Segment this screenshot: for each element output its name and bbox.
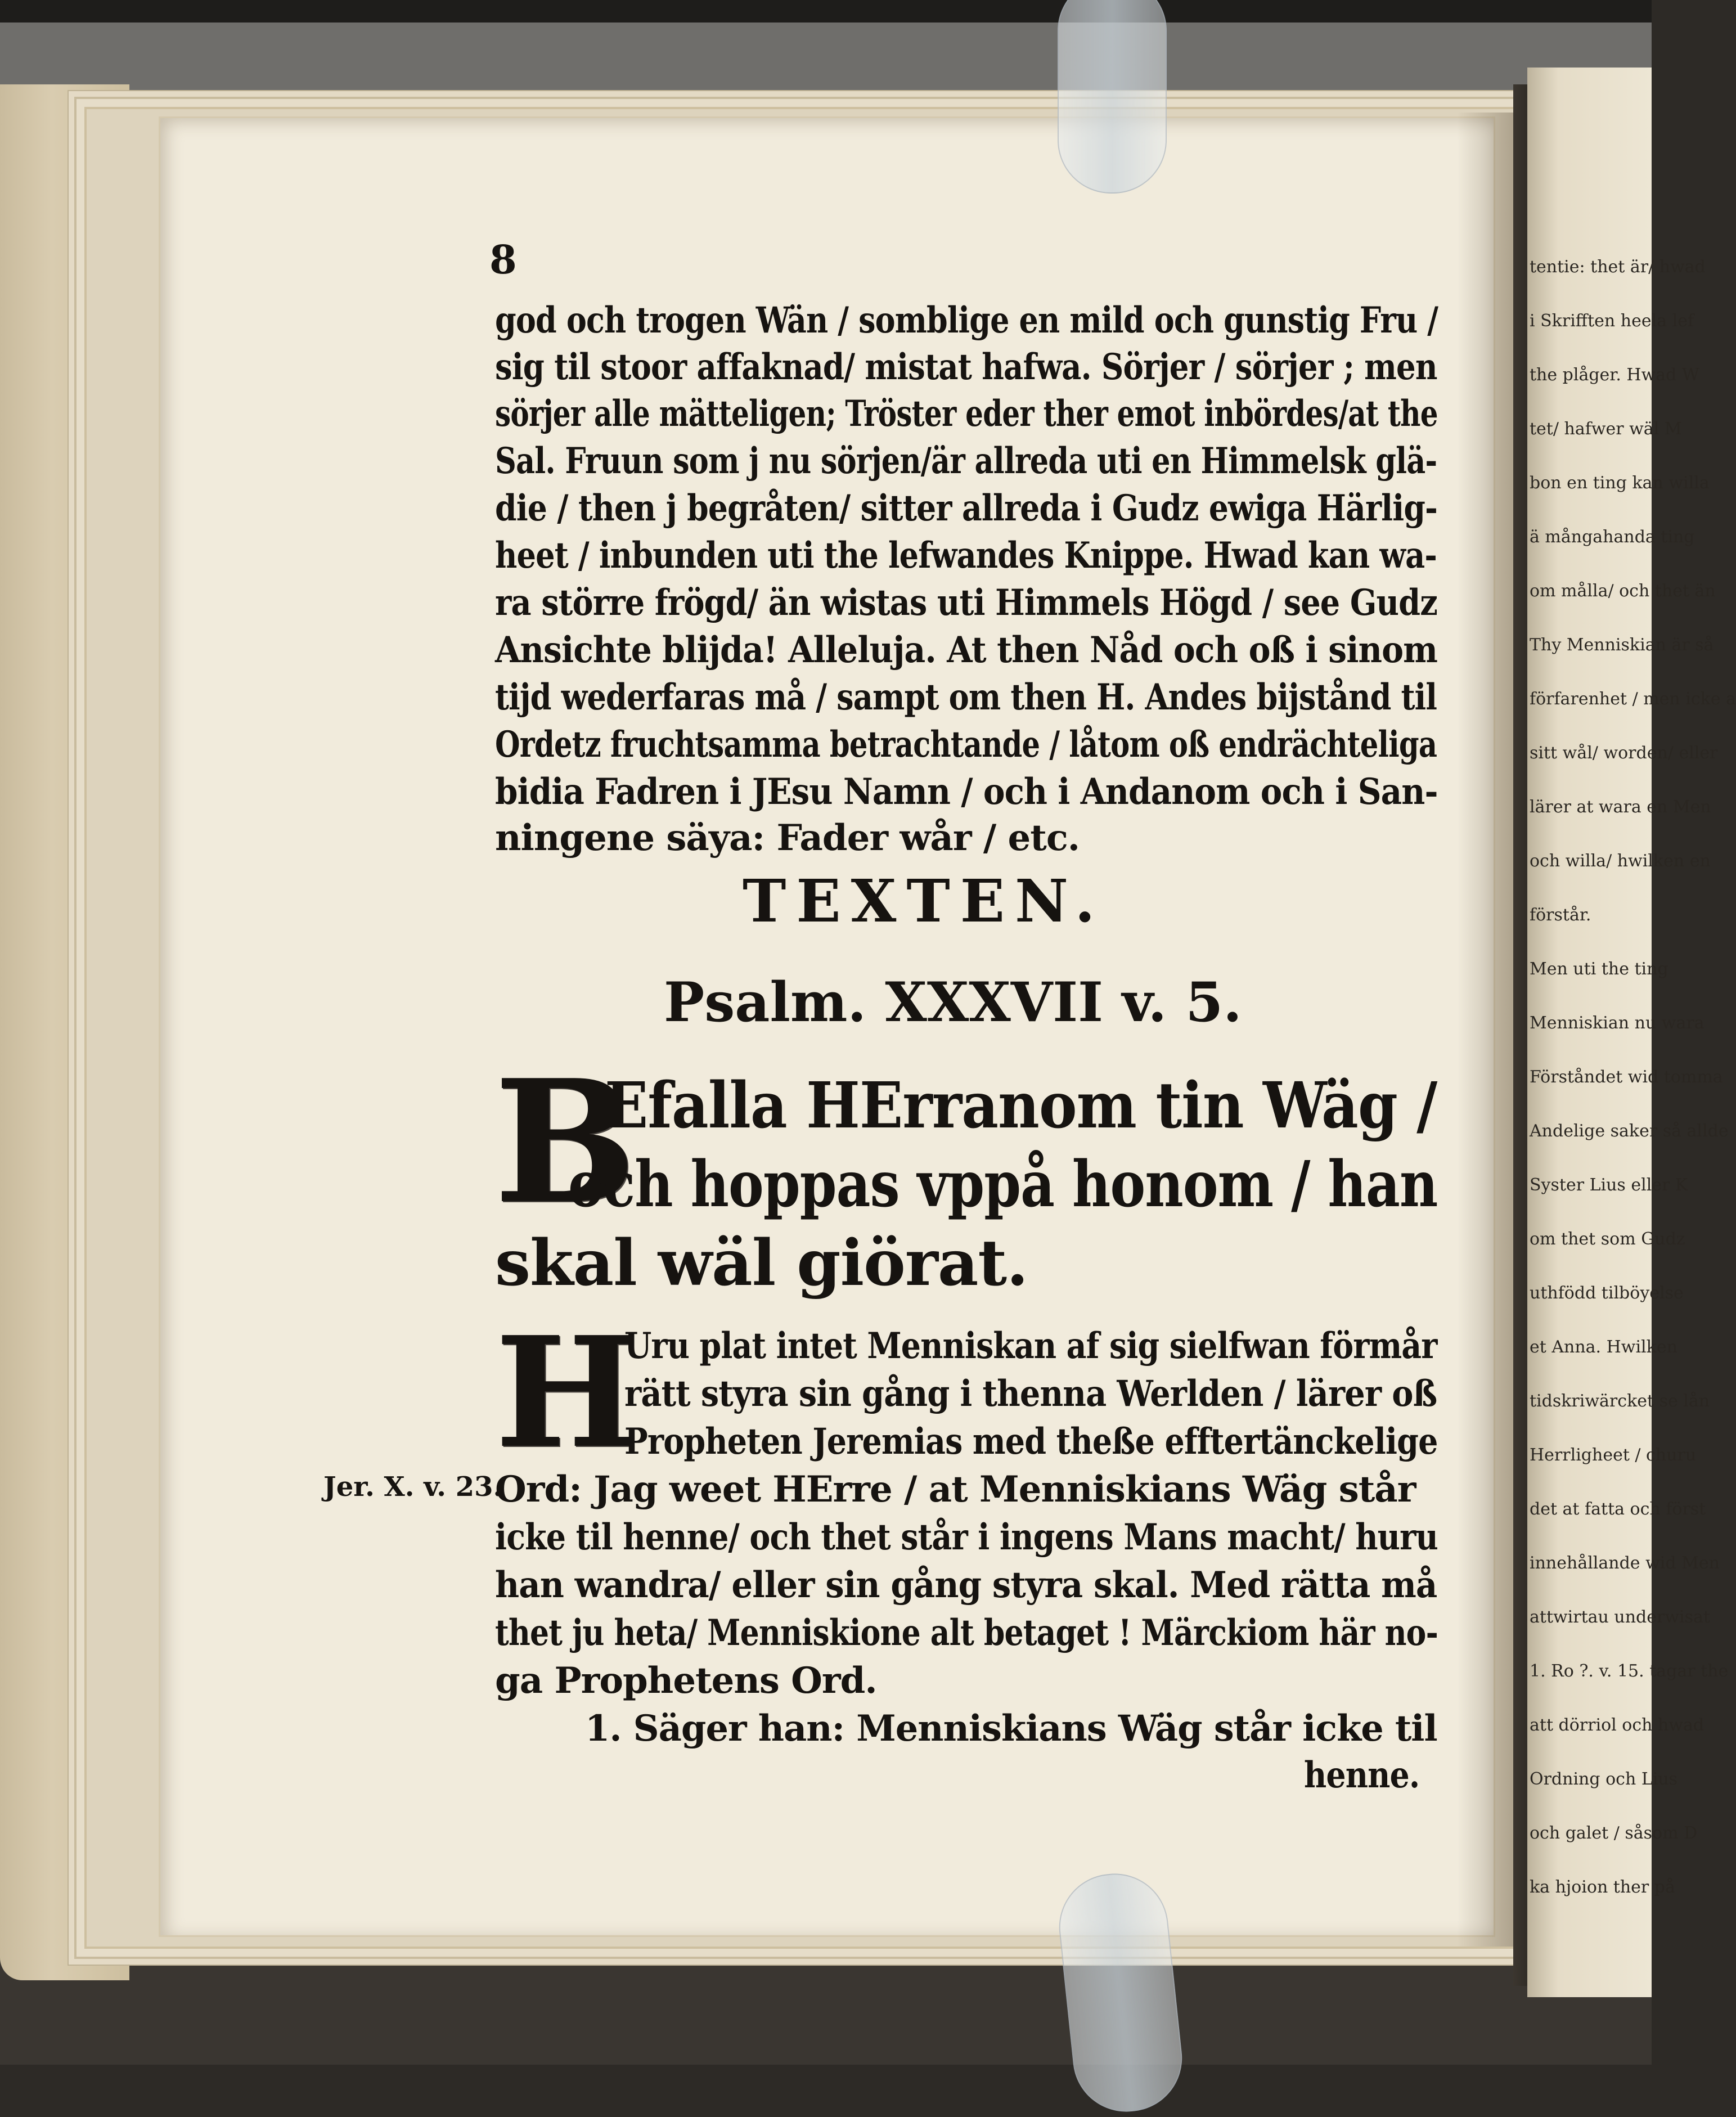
- text-line: bidia Fadren i JEsu Namn / och i Andanom och i San-: [495, 771, 1438, 813]
- text-line: rätt styra sin gång i thenna Werlden / lärer oß: [624, 1373, 1437, 1415]
- psalm-reference: Psalm. XXXVII v. 5.: [664, 970, 1242, 1034]
- verse-dropcap: B: [494, 1042, 637, 1241]
- text-line: god och trogen Wän / somblige en mild och gunstig Fru /: [495, 299, 1438, 341]
- margin-note: Jer. X. v. 23.: [323, 1471, 503, 1503]
- facing-page-line: Ordning och Lius: [1530, 1769, 1678, 1789]
- facing-page-line: 1. Ro ?. v. 15. tagar the: [1530, 1661, 1729, 1681]
- facing-page-line: Menniskian nu wara: [1530, 1013, 1704, 1033]
- facing-page-line: Andelige saker så allde: [1530, 1121, 1729, 1141]
- facing-page-line: tidskriwärcket se lån: [1530, 1391, 1710, 1411]
- text-line: Ord: Jag weet HErre / at Menniskians Wäg står: [495, 1468, 1416, 1511]
- facing-page-line: the plåger. Hwad W: [1530, 365, 1699, 385]
- facing-page: [1527, 68, 1736, 1997]
- facing-page-line: Men uti the ting: [1530, 959, 1668, 979]
- text-line: tijd wederfaras må / sampt om then H. Andes bijstånd til: [495, 676, 1437, 718]
- text-line: henne.: [1304, 1754, 1420, 1796]
- facing-page-line: bon en ting kan willa: [1530, 473, 1710, 493]
- page-number: 8: [489, 236, 517, 283]
- facing-page-line: ka hjoion ther på: [1530, 1877, 1675, 1897]
- facing-page-line: om thet som Gudz: [1530, 1229, 1685, 1249]
- text-line: Propheten Jeremias med theße efftertänckelige: [624, 1421, 1438, 1463]
- facing-page-line: att dörriol och hwad: [1530, 1715, 1704, 1735]
- text-line: och hoppas vppå honom / han: [568, 1148, 1438, 1221]
- text-line: Uru plat intet Menniskan af sig sielfwan förmår: [624, 1325, 1437, 1367]
- facing-page-line: et Anna. Hwilken: [1530, 1337, 1677, 1357]
- text-line: Efalla HErranom tin Wäg /: [605, 1069, 1437, 1143]
- text-line: skal wäl giörat.: [495, 1226, 1028, 1300]
- text-line: Ordetz fruchtsamma betrachtande / låtom oß endrächteliga: [495, 723, 1437, 766]
- section-heading: TEXTEN.: [743, 866, 1105, 936]
- facing-page-line: förfarenhet / men icke a: [1530, 689, 1736, 709]
- text-line: sig til stoor affaknad/ mistat hafwa. Sörjer / sörjer ; men: [495, 346, 1437, 388]
- text-line: Ansichte blijda! Alleluja. At then Nåd och oß i sinom: [495, 629, 1438, 671]
- facing-page-line: och willa/ hwilken en: [1530, 851, 1711, 871]
- facing-page-line: tet/ hafwer wäl M: [1530, 419, 1682, 439]
- facing-page-line: Förståndet wid tomma: [1530, 1067, 1723, 1087]
- text-line: die / then j begråten/ sitter allreda i Gudz ewiga Härlig-: [495, 487, 1438, 529]
- text-line: ningene säya: Fader wår / etc.: [495, 817, 1080, 859]
- text-line: heet / inbunden uti the lefwandes Knippe. Hwad kan wa-: [495, 534, 1437, 577]
- text-line: ra större frögd/ än wistas uti Himmels Högd / see Gudz: [495, 582, 1437, 624]
- facing-page-line: innehållande wid Men: [1530, 1553, 1720, 1573]
- page-clip-top: [1058, 0, 1167, 194]
- facing-page-line: attwirtau underwisat: [1530, 1607, 1710, 1627]
- text-line: Sal. Fruun som j nu sörjen/är allreda uti en Himmelsk glä-: [495, 440, 1437, 482]
- facing-page-line: förstår.: [1530, 905, 1591, 925]
- facing-page-line: tentie: thet är/ hwad: [1530, 257, 1706, 277]
- paragraph-dropcap: H: [495, 1303, 639, 1482]
- facing-page-line: i Skrifften heela lef: [1530, 311, 1694, 331]
- text-line: han wandra/ eller sin gång styra skal. Med rätta må: [495, 1564, 1437, 1606]
- facing-page-line: det at fatta och först: [1530, 1499, 1706, 1519]
- facing-page-line: uthfödd tilböyelse: [1530, 1283, 1684, 1303]
- text-line: thet ju heta/ Menniskione alt betaget ! Märckiom här no-: [495, 1612, 1438, 1654]
- facing-page-line: ä mångahanda ting: [1530, 527, 1695, 547]
- facing-page-line: sitt wål/ worden/ eller: [1530, 743, 1718, 763]
- facing-page-line: Syster Lius eller K: [1530, 1175, 1688, 1195]
- facing-page-line: om målla/ och thet än: [1530, 581, 1716, 601]
- text-line: icke til henne/ och thet står i ingens Mans macht/ huru: [495, 1516, 1438, 1558]
- facing-page-line: lärer at wara en Men: [1530, 797, 1711, 817]
- facing-page-line: Thy Menniskian är så: [1530, 635, 1714, 655]
- facing-page-line: och galet / såsom D: [1530, 1823, 1698, 1843]
- facing-page-line: Herrligheet / churu: [1530, 1445, 1697, 1465]
- text-line: ga Prophetens Ord.: [495, 1660, 877, 1702]
- text-line: sörjer alle mätteligen; Tröster eder ther emot inbördes/at the: [495, 393, 1438, 435]
- text-line: 1. Säger han: Menniskians Wäg står icke til: [585, 1707, 1437, 1750]
